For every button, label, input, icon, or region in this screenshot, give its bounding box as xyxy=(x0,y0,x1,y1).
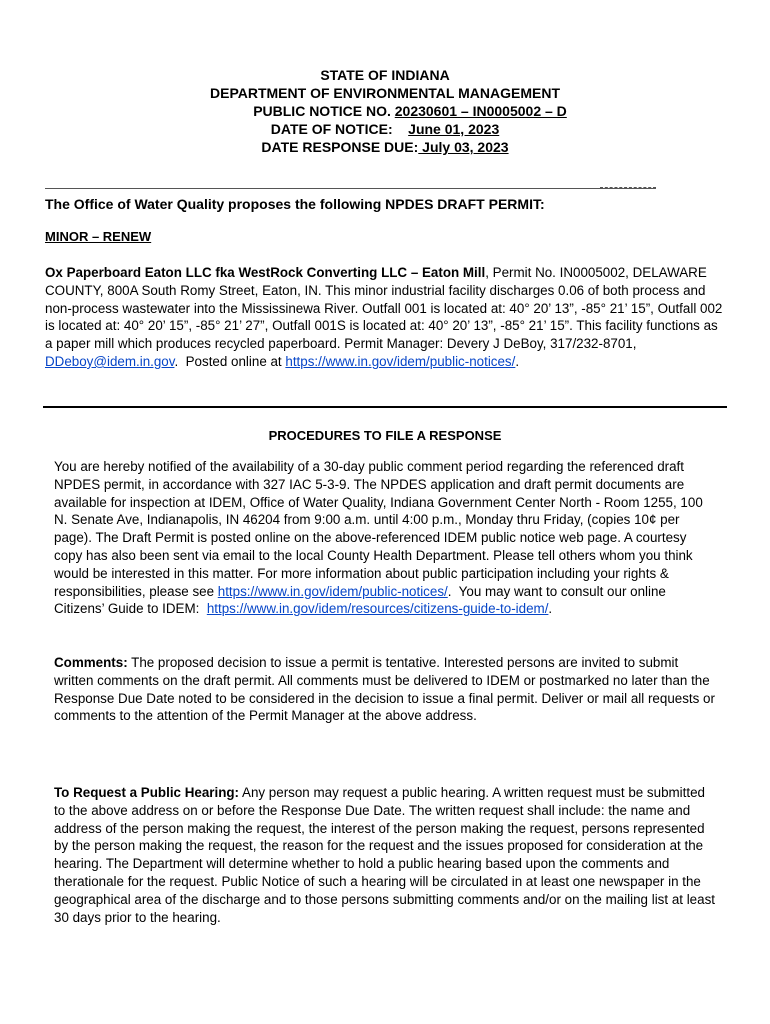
header-state: STATE OF INDIANA xyxy=(320,67,450,83)
procedures-notice-text: You are hereby notified of the availability of a 30-day public comment period regarding the referenced draft NPDES permit, in accordance with 327 IAC 5-3-9. The NPDES application and draft permit documents are available for inspection at IDEM, Office of Water Quality, Indiana Government Center North - Room 1255, 100 N. Senate Ave, Indianapolis, IN 46204 from 9:00 a.m. until 4:00 p.m., Monday thru Friday, (copies 10¢ per page). The Draft Permit is posted online on the above-referenced IDEM public notice web page. A courtesy copy has also been sent via email to the local County Health Department. Please tell others whom you think would be interested in this matter. For more information about public participation including your rights & responsibilities, please see xyxy=(54,459,703,599)
facility-name: Ox Paperboard Eaton LLC fka WestRock Converting LLC – Eaton Mill xyxy=(45,265,486,280)
hearing-label: To Request a Public Hearing: xyxy=(54,785,240,800)
notice-date-value: June 01, 2023 xyxy=(408,121,500,137)
notice-number: 20230601 – IN0005002 – D xyxy=(394,103,567,119)
citizens-guide-text: . You may want to consult our online Citizens’ Guide to IDEM: xyxy=(54,583,670,617)
header-department: DEPARTMENT OF ENVIRONMENTAL MANAGEMENT xyxy=(210,85,560,101)
hearing-paragraph xyxy=(54,784,716,926)
procedures-notice-end: . xyxy=(548,601,553,617)
intro-heading: The Office of Water Quality proposes the following NPDES DRAFT PERMIT: xyxy=(45,196,545,212)
divider-thin xyxy=(45,188,656,189)
permit-end: . xyxy=(515,353,520,369)
header-response-due xyxy=(0,138,770,156)
notice-label: PUBLIC NOTICE NO. xyxy=(253,103,395,119)
permit-manager-email-link[interactable]: DDeboy@idem.in.gov xyxy=(45,353,175,369)
posted-online-text: . Posted online at xyxy=(174,353,286,369)
header-notice-number xyxy=(0,102,770,120)
divider-thick xyxy=(43,406,727,408)
comments-paragraph xyxy=(54,654,716,725)
procedures-title: PROCEDURES TO FILE A RESPONSE xyxy=(268,428,502,443)
permit-description xyxy=(45,264,725,371)
notice-date-label: DATE OF NOTICE: xyxy=(270,121,393,137)
comments-label: Comments: xyxy=(54,655,128,670)
response-due-value: July 03, 2023 xyxy=(418,139,509,155)
permit-category: MINOR – RENEW xyxy=(45,229,152,244)
header-notice-date xyxy=(0,120,770,138)
comments-text: The proposed decision to issue a permit is tentative. Interested persons are invited to submit written comments on the draft permit. All comments must be delivered to IDEM or postmarked no later than the Response Due Date noted to be considered in the decision to issue a final permit. Deliver or mail all requests or comments to the attention of the Permit Manager at the above address. xyxy=(54,655,715,724)
hearing-text: Any person may request a public hearing. A written request must be submitted to the above address on or before the Response Due Date. The written request shall include: the name and address of the person making the request, the interest of the person making the request, persons represented by the person making the request, the reason for the request and the issues proposed for consideration at the hearing. The Department will determine whether to hold a public hearing based upon the comments and therationale for the request. Public Notice of such a hearing will be circulated in at least one newspaper in the geographical area of the discharge and to those persons submitting comments and/or on the mailing list at least 30 days prior to the hearing. xyxy=(54,785,715,925)
public-notices-link-2[interactable]: https://www.in.gov/idem/public-notices/ xyxy=(217,583,448,599)
permit-body: , Permit No. IN0005002, DELAWARE COUNTY, 800A South Romy Street, Eaton, IN. This minor industrial facility discharges 0.06 of both process and non-process wastewater into the Mississinewa River. Outfall 001 is located at: 40° 20’ 13”, -85° 21’ 15”, Outfall 002 is located at: 40° 20’ 15”, -85° 21’ 27”, Outfall 001S is located at: 40° 20’ 13”, -85° 21’ 15”. This facility functions as a paper mill which produces recycled paperboard. Permit Manager: Devery J DeBoy, 317/232-8701, xyxy=(45,265,723,352)
public-notices-link[interactable]: https://www.in.gov/idem/public-notices/ xyxy=(285,353,516,369)
citizens-guide-link[interactable]: https://www.in.gov/idem/resources/citizens-guide-to-idem/ xyxy=(206,601,549,617)
divider-dashed xyxy=(600,187,656,188)
response-due-label: DATE RESPONSE DUE: xyxy=(261,139,419,155)
procedures-notice-paragraph xyxy=(54,458,716,618)
